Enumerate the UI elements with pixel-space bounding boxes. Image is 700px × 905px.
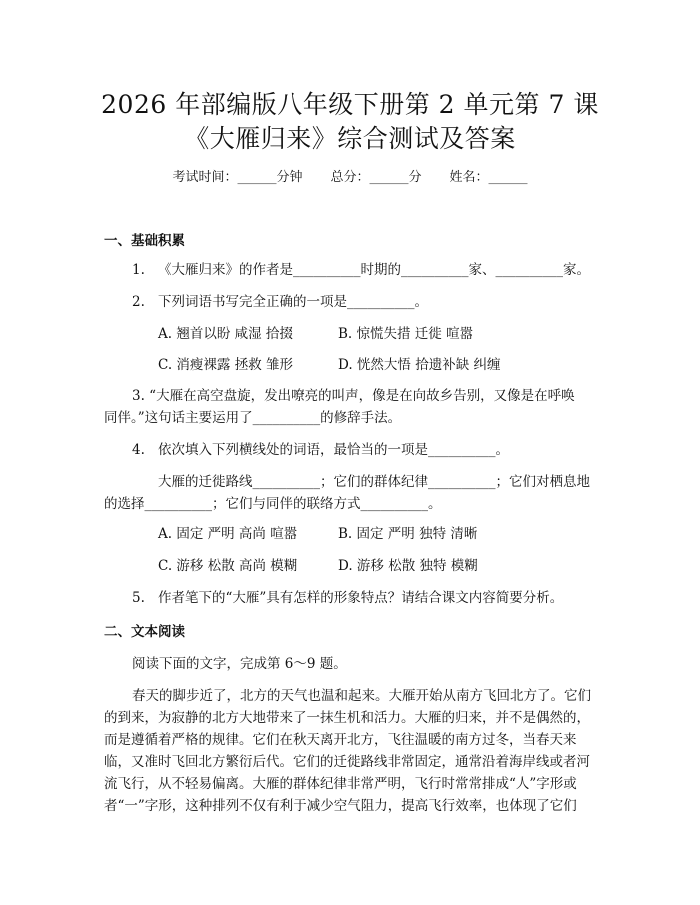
question-3	[104, 386, 575, 428]
page-subtitle: 《大雁归来》综合测试及答案	[184, 124, 516, 153]
exam-meta	[0, 168, 700, 188]
section-heading-reading: 二、文本阅读	[104, 624, 185, 640]
reading-instruction: 阅读下面的文字，完成第 6～9 题。	[132, 656, 347, 672]
passage-line: 流飞行，从不轻易偏离。大雁的群体纪律非常严明，飞行时常常排成“人”字形或	[104, 776, 577, 792]
student-name-field: 姓名：______	[449, 170, 528, 185]
question-number: 2.	[132, 294, 145, 310]
section-heading-basic: 一、基础积累	[104, 233, 185, 249]
total-score-field: 总分：______分	[330, 170, 422, 185]
question-4-passage-line-2: 的选择__________；它们与同伴的联络方式__________。	[104, 496, 442, 512]
question-text: 下列词语书写完全正确的一项是__________。	[158, 294, 428, 310]
question-4-passage	[104, 472, 590, 514]
question-4-passage-line-1: 大雁的迁徙路线__________；它们的群体纪律__________；它们对栖息地	[158, 474, 590, 490]
question-4-options-row-2	[158, 556, 478, 576]
question-text: 依次填入下列横线处的词语，最恰当的一项是__________。	[158, 442, 509, 458]
option-d: D. 恍然大悟 拾遗补缺 纠缠	[338, 357, 501, 373]
passage-line: 而是遵循着严格的规律。它们在秋天离开北方，飞往温暖的南方过冬，当春天来	[104, 732, 577, 748]
question-text: 作者笔下的“大雁”具有怎样的形象特点？请结合课文内容简要分析。	[158, 590, 564, 606]
option-c: C. 消瘦裸露 拯救 雏形	[158, 357, 294, 373]
question-text: 《大雁归来》的作者是__________时期的__________家、__________家。	[158, 262, 590, 278]
option-a: A. 翘首以盼 咸湿 拾掇	[158, 326, 293, 342]
passage-line: 春天的脚步近了，北方的天气也温和起来。大雁开始从南方飞回北方了。它们	[132, 688, 591, 704]
question-4	[132, 440, 509, 460]
question-2-options-row-1	[158, 324, 473, 344]
passage-line: 者“一”字形，这种排列不仅有利于减少空气阻力，提高飞行效率，也体现了它们	[104, 798, 577, 814]
exam-time-field: 考试时间：______分钟	[172, 170, 303, 185]
question-number: 1.	[132, 262, 145, 278]
option-b: B. 惊慌失措 迁徙 喧嚣	[338, 326, 474, 342]
question-5	[132, 588, 563, 608]
question-3-line-1: 3. “大雁在高空盘旋，发出嘹亮的叫声，像是在向故乡告别，又像是在呼唤	[132, 388, 575, 404]
question-number: 4.	[132, 442, 145, 458]
question-2	[132, 292, 428, 312]
question-2-options-row-2	[158, 355, 501, 375]
option-d: D. 游移 松散 独特 模糊	[338, 558, 478, 574]
question-4-options-row-1	[158, 524, 477, 544]
option-b: B. 固定 严明 独特 清晰	[338, 526, 478, 542]
question-number: 5.	[132, 590, 145, 606]
option-c: C. 游移 松散 高尚 模糊	[158, 558, 298, 574]
question-1	[132, 260, 590, 280]
page-title: 2026 年部编版八年级下册第 2 单元第 7 课	[101, 90, 599, 119]
passage-line: 的到来，为寂静的北方大地带来了一抹生机和活力。大雁的归来，并不是偶然的，	[104, 710, 590, 726]
option-a: A. 固定 严明 高尚 喧嚣	[158, 526, 298, 542]
reading-passage	[104, 685, 591, 817]
question-3-line-2: 同伴。”这句话主要运用了__________的修辞手法。	[104, 410, 402, 426]
passage-line: 临，又准时飞回北方繁衍后代。它们的迁徙路线非常固定，通常沿着海岸线或者河	[104, 754, 590, 770]
